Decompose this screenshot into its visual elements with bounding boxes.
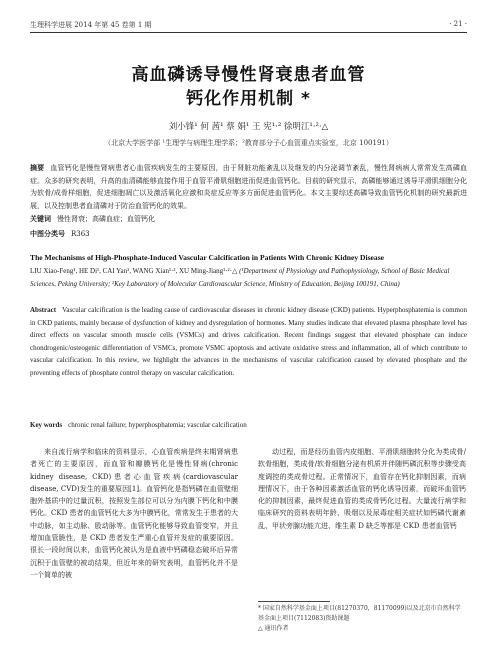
body-column-left: 来自流行病学和临床的资料显示，心血管疾病是终末期肾病患者死亡的主要原因，而血管和瓣膜钙化是慢性肾病(chronic kidney disease, CKD)患者心血管疾病(cardiovascular disease, CVD)发生的重要原因[1]。血管钙化是指钙磷在血管壁细胞外基质中的过量沉积，按照发生部位可以分为内膜下钙化和中膜钙化。CKD 患者的血管钙化大多为中膜钙化，常常发生于患者的大中动脉，如主动脉、股动脉等。血管钙化能够导致血管变窄，并且增加血管脆性，是 CKD 患者发生严重心血管并发症的重要原因。很长一段时间以来，血管钙化被认为是血液中钙磷稳态破坏后异常沉积于血管壁的被动结果，但近年来的研究表明，血管钙化并不是一个简单的被 — [30, 448, 238, 579]
footnote-fund: * 国家自然科学基金面上项目(81270370，81170099)以及北京市自然科学基金面上项目(7112083)资助课题 — [258, 605, 461, 622]
classification-cn — [30, 228, 467, 241]
body-column-right — [258, 446, 466, 532]
title-line-2: 钙化作用机制 * — [186, 89, 311, 109]
classification-cn-label: 中图分类号 — [30, 229, 65, 238]
footnotes — [258, 604, 466, 634]
classification-cn-text: R363 — [71, 230, 90, 238]
keywords-cn-text: 慢性肾衰；高磷血症；血管钙化 — [57, 215, 155, 223]
abstract-en-text: Vascular calcification is the leading cause of cardiovascular diseases in chronic kidney disease (CKD) patients. Hyperphosphatemia is common in CKD patients, mainly because of dysfunction of kidney and dysregulation of hormones. Many studies indicate that elevated plasma phosphate level has direct effects on vascular smooth muscle cells (VSMCs) and drives calcification. Recent findings suggest that elevated phosphate can induce chondrogenic/osteogenic differentiation of VSMCs, promote VSMC apoptosis and activate oxidative stress and inflammation, all of which contribute to vascular calcification. In this review, we highlight the advances in the mechanisms of vascular calcification caused by elevated phosphate and the preventing effects of phosphate control therapy on vascular calcification. — [30, 306, 467, 377]
authors-en-names: LIU Xiao-Feng¹, HE Di¹, CAI Yan¹, WANG Xian¹·², XU Ming-Jiang¹·²·△ — [30, 267, 238, 275]
title-line-1: 高血磷诱导慢性肾衰患者血管 — [131, 65, 366, 85]
footnote-corresponding: △ 通讯作者 — [258, 625, 289, 632]
authors-cn: 刘小锋¹ 何 茜¹ 蔡 娟¹ 王 宪¹·² 徐明江¹·²·△ — [168, 122, 329, 132]
journal-name: 生理科学进展 2014 年第 45 卷第 1 期 — [30, 21, 152, 29]
abstract-cn-label: 摘要 — [30, 163, 45, 172]
keywords-en-label: Key words — [30, 421, 63, 429]
keywords-en-text: chronic renal failure; hyperphosphatemia; vascular calcification — [68, 421, 247, 429]
abstract-cn-text: 血管钙化是慢性肾病患者心血管疾病发生的主要原因，由于肾脏功能紊乱以及继发的内分泌调节紊乱，慢性肾病病人常常发生高磷血症。众多的研究表明，升高的血清磷能够直接作用于血管平滑肌细胞进而促进血管钙化。目前的研究显示，高磷能够通过诱导平滑肌细胞分化为软骨/成骨样细胞，促进细胞凋亡以及激活氧化应激和炎症反应等多方面促进血管钙化。本文主要综述高磷导致血管钙化机制的研究最新进展，以及控制患者血清磷对于防治血管钙化的效果。 — [30, 164, 468, 210]
page-number: · 21 · — [449, 20, 467, 28]
abstract-cn — [30, 162, 467, 212]
affiliation-en: (¹Department of Physiology and Pathophysiology, School of Basic Medical Sciences, Peking University; ²Key Laboratory of Molecular Cardiovascular Science, Ministry of Education, Beijing 100191, China) — [30, 267, 450, 288]
body-column-right-text: 动过程，而是经历血管内皮细胞、平滑肌细胞转分化为类成骨/软骨细胞，类成骨/软骨细胞分泌有机质并伴随钙磷沉积等步骤受高度调控的类成骨过程。正常情况下，血管存在钙化抑制因素，而病理情况下，由于各种因素激活血管的钙化诱导因素，而破坏血管钙化的抑制因素，最终促进血管的类成骨钙化过程。大量流行病学和临床研究的资料表明年龄、吸烟以及尿毒症相关症状如钙磷代谢紊乱、甲状旁腺功能亢进、维生素 D 缺乏等都是 CKD 患者血管钙 — [258, 448, 466, 530]
keywords-en — [30, 419, 467, 431]
affiliation-cn: （北京大学医学部 ¹生理学与病理生理学系；²教育部分子心血管重点实验室，北京 100191） — [104, 139, 393, 147]
running-head — [30, 20, 467, 30]
title-en: The Mechanisms of High-Phosphate-Induced Vascular Calcification in Patients With Chronic Kidney Disease — [30, 253, 385, 262]
header-rule — [30, 32, 467, 33]
keywords-cn-label: 关键词 — [30, 214, 51, 223]
authors-en — [30, 265, 467, 290]
keywords-cn — [30, 213, 467, 226]
abstract-en-label: Abstract — [30, 306, 57, 314]
abstract-en — [30, 304, 467, 380]
footnote-rule — [258, 601, 330, 602]
